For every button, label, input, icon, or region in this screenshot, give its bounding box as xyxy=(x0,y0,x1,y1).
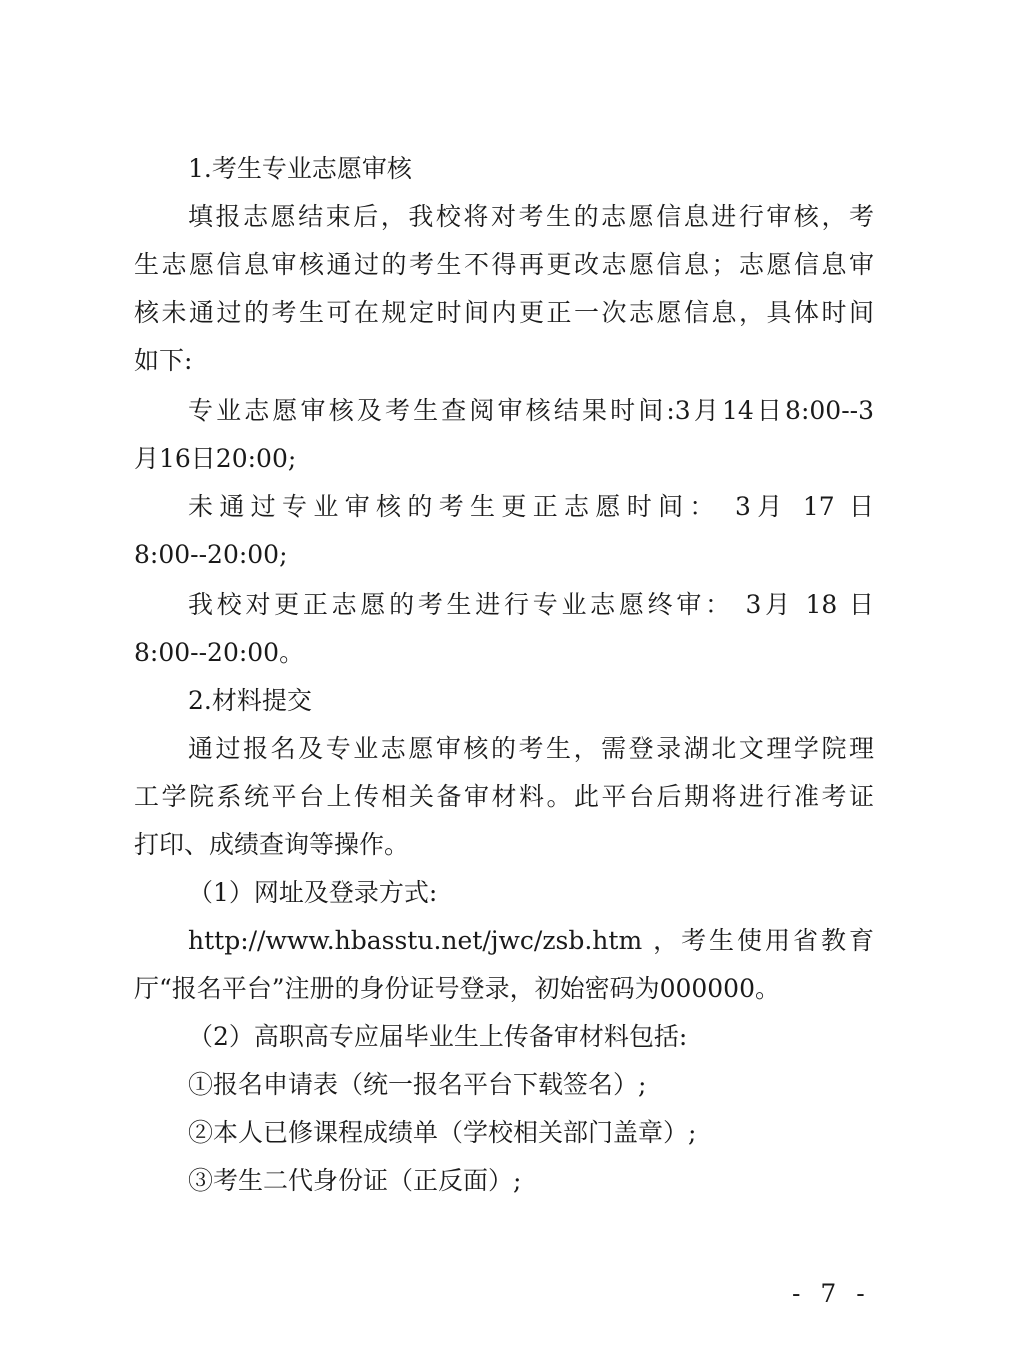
list-item: ②本人已修课程成绩单（学校相关部门盖章）; xyxy=(188,1118,697,1147)
paragraph-line: 打印、成绩查询等操作。 xyxy=(134,830,410,859)
paragraph-line: 我校对更正志愿的考生进行专业志愿终审： 3月 18 日 xyxy=(188,590,874,619)
url-line: http://www.hbasstu.net/jwc/zsb.htm ，考生使用省教育 xyxy=(188,926,874,955)
paragraph-line: 工学院系统平台上传相关备审材料。此平台后期将进行准考证 xyxy=(134,782,874,811)
list-item: ③考生二代身份证（正反面）; xyxy=(188,1166,522,1195)
paragraph-line: 厅“报名平台”注册的身份证号登录，初始密码为000000。 xyxy=(134,974,780,1003)
sub-heading: （1）网址及登录方式: xyxy=(188,878,438,907)
paragraph-line: 未通过专业审核的考生更正志愿时间： 3月 17 日 xyxy=(188,492,874,521)
section-heading-2: 2.材料提交 xyxy=(188,686,312,715)
paragraph-line: 通过报名及专业志愿审核的考生，需登录湖北文理学院理 xyxy=(188,734,874,763)
paragraph-line: 专业志愿审核及考生查阅审核结果时间:3月14日8:00--3 xyxy=(188,396,874,425)
paragraph-line: 如下: xyxy=(134,346,193,375)
sub-heading: （2）高职高专应届毕业生上传备审材料包括: xyxy=(188,1022,688,1051)
paragraph-line: 8:00--20:00; xyxy=(134,540,288,569)
paragraph-line: 生志愿信息审核通过的考生不得再更改志愿信息；志愿信息审 xyxy=(134,250,874,279)
paragraph-line: 填报志愿结束后，我校将对考生的志愿信息进行审核，考 xyxy=(188,202,874,231)
paragraph-line: 8:00--20:00。 xyxy=(134,638,305,667)
list-item: ①报名申请表（统一报名平台下载签名）; xyxy=(188,1070,647,1099)
paragraph-line: 核未通过的考生可在规定时间内更正一次志愿信息，具体时间 xyxy=(134,298,874,327)
page-number: - 7 - xyxy=(792,1279,871,1308)
paragraph-line: 月16日20:00; xyxy=(134,444,297,473)
section-heading-1: 1.考生专业志愿审核 xyxy=(188,154,412,183)
